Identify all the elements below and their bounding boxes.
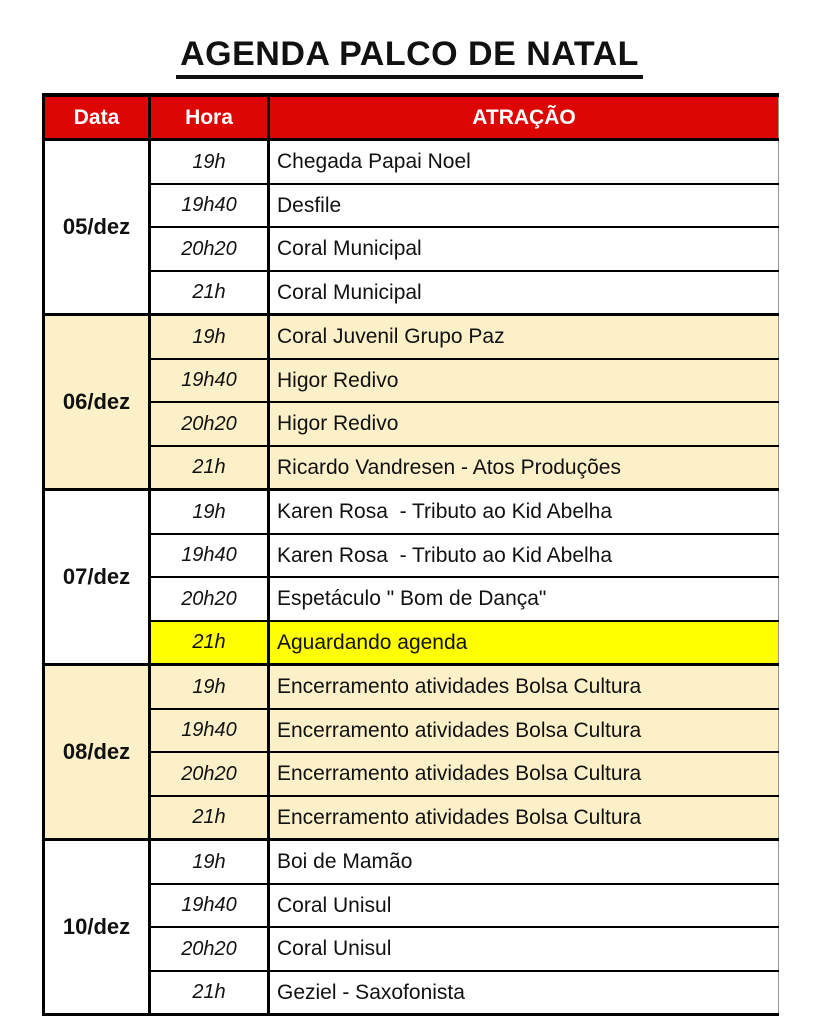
date-cell: 05/dez — [44, 140, 150, 315]
schedule-row — [44, 490, 779, 534]
schedule-row — [44, 359, 779, 403]
column-header-data: Data — [44, 95, 150, 140]
date-cell: 06/dez — [44, 315, 150, 490]
atracao-cell: Coral Juvenil Grupo Paz — [269, 315, 779, 359]
atracao-cell: Chegada Papai Noel — [269, 140, 779, 184]
schedule-row — [44, 534, 779, 578]
atracao-cell: Ricardo Vandresen - Atos Produções — [269, 446, 779, 490]
hora-cell: 21h — [150, 621, 269, 665]
hora-cell: 21h — [150, 271, 269, 315]
column-header-hora: Hora — [150, 95, 269, 140]
schedule-row — [44, 621, 779, 665]
schedule-row — [44, 446, 779, 490]
hora-cell: 21h — [150, 446, 269, 490]
schedule-row — [44, 840, 779, 884]
atracao-cell: Espetáculo " Bom de Dança" — [269, 577, 779, 621]
date-cell: 07/dez — [44, 490, 150, 665]
schedule-row — [44, 709, 779, 753]
schedule-row — [44, 402, 779, 446]
hora-cell: 20h20 — [150, 402, 269, 446]
atracao-cell: Higor Redivo — [269, 402, 779, 446]
agenda-table — [42, 93, 779, 1016]
schedule-row — [44, 796, 779, 840]
atracao-cell: Encerramento atividades Bolsa Cultura — [269, 665, 779, 709]
schedule-row — [44, 884, 779, 928]
schedule-row — [44, 184, 779, 228]
header-row — [44, 95, 779, 140]
hora-cell: 19h40 — [150, 359, 269, 403]
hora-cell: 19h40 — [150, 184, 269, 228]
schedule-row — [44, 140, 779, 184]
schedule-row — [44, 271, 779, 315]
date-cell: 08/dez — [44, 665, 150, 840]
schedule-row — [44, 927, 779, 971]
column-header-atracao: ATRAÇÃO — [269, 95, 779, 140]
atracao-cell: Boi de Mamão — [269, 840, 779, 884]
schedule-row — [44, 752, 779, 796]
atracao-cell: Aguardando agenda — [269, 621, 779, 665]
title-bar — [0, 0, 819, 79]
date-cell: 10/dez — [44, 840, 150, 1015]
hora-cell: 19h — [150, 490, 269, 534]
schedule-row — [44, 227, 779, 271]
schedule-row — [44, 971, 779, 1015]
hora-cell: 20h20 — [150, 927, 269, 971]
atracao-cell: Coral Municipal — [269, 227, 779, 271]
page-title: AGENDA PALCO DE NATAL — [176, 36, 643, 79]
hora-cell: 19h40 — [150, 534, 269, 578]
agenda-table-body — [44, 140, 779, 1015]
hora-cell: 19h — [150, 840, 269, 884]
hora-cell: 19h — [150, 140, 269, 184]
hora-cell: 20h20 — [150, 752, 269, 796]
schedule-row — [44, 577, 779, 621]
atracao-cell: Desfile — [269, 184, 779, 228]
hora-cell: 21h — [150, 971, 269, 1015]
atracao-cell: Karen Rosa - Tributo ao Kid Abelha — [269, 534, 779, 578]
hora-cell: 19h — [150, 665, 269, 709]
atracao-cell: Encerramento atividades Bolsa Cultura — [269, 796, 779, 840]
hora-cell: 19h40 — [150, 884, 269, 928]
hora-cell: 19h40 — [150, 709, 269, 753]
hora-cell: 20h20 — [150, 577, 269, 621]
atracao-cell: Coral Unisul — [269, 927, 779, 971]
atracao-cell: Higor Redivo — [269, 359, 779, 403]
atracao-cell: Geziel - Saxofonista — [269, 971, 779, 1015]
hora-cell: 21h — [150, 796, 269, 840]
atracao-cell: Encerramento atividades Bolsa Cultura — [269, 752, 779, 796]
atracao-cell: Encerramento atividades Bolsa Cultura — [269, 709, 779, 753]
schedule-row — [44, 315, 779, 359]
hora-cell: 20h20 — [150, 227, 269, 271]
atracao-cell: Coral Unisul — [269, 884, 779, 928]
atracao-cell: Karen Rosa - Tributo ao Kid Abelha — [269, 490, 779, 534]
schedule-row — [44, 665, 779, 709]
hora-cell: 19h — [150, 315, 269, 359]
atracao-cell: Coral Municipal — [269, 271, 779, 315]
